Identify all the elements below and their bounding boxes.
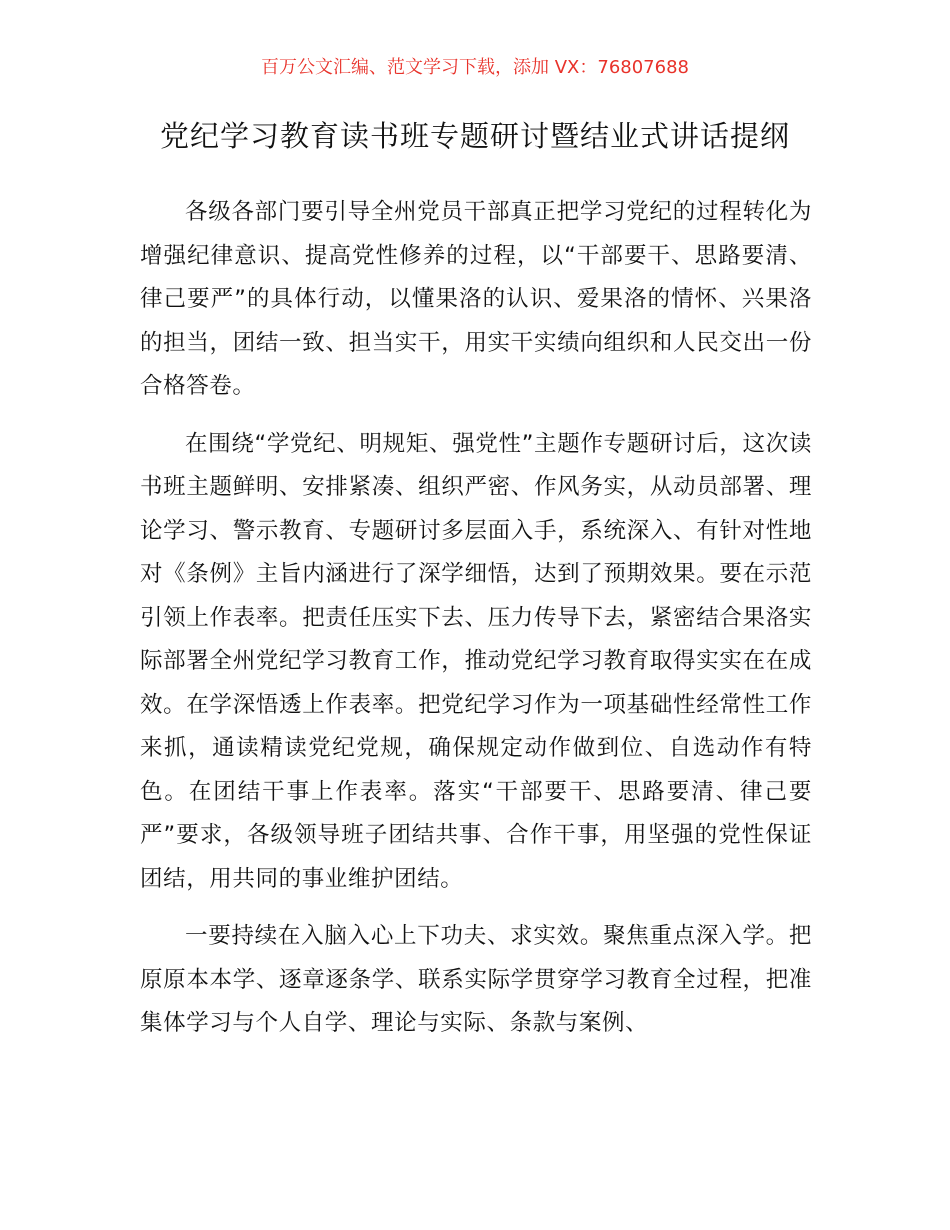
paragraph: 各级各部门要引导全州党员干部真正把学习党纪的过程转化为增强纪律意识、提高党性修养的过程，以“干部要干、思路要清、律己要严”的具体行动，以懂果洛的认识、爱果洛的情怀、兴果洛的担当，团结一致、担当实干，用实干实绩向组织和人民交出一份合格答卷。 [140,199,812,399]
paragraph: 一要持续在入脑入心上下功夫、求实效。聚焦重点深入学。把原原本本学、逐章逐条学、联系实际学贯穿学习教育全过程，把准集体学习与个人自学、理论与实际、条款与案例、 [140,923,812,1036]
document-body [140,191,812,1060]
document-title: 党纪学习教育读书班专题研讨暨结业式讲话提纲 [159,119,790,153]
header-note: 百万公文汇编、范文学习下载，添加 VX：76807688 [261,57,689,78]
paragraph: 在围绕“学党纪、明规矩、强党性”主题作专题研讨后，这次读书班主题鲜明、安排紧凑、组织严密、作风务实，从动员部署、理论学习、警示教育、专题研讨多层面入手，系统深入、有针对性地对《条例》主旨内涵进行了深学细悟，达到了预期效果。要在示范引领上作表率。把责任压实下去、压力传导下去，紧密结合果洛实际部署全州党纪学习教育工作，推动党纪学习教育取得实实在在成效。在学深悟透上作表率。把党纪学习作为一项基础性经常性工作来抓，通读精读党纪党规，确保规定动作做到位、自选动作有特色。在团结干事上作表率。落实“干部要干、思路要清、律己要严”要求，各级领导班子团结共事、合作干事，用坚强的党性保证团结，用共同的事业维护团结。 [140,430,812,892]
